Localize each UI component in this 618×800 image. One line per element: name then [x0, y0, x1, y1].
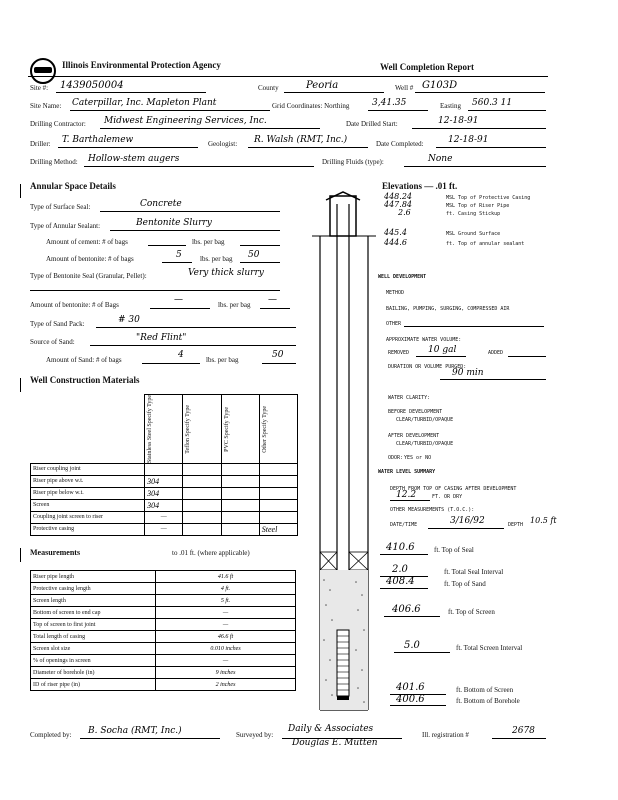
dev-method-label: METHOD [386, 290, 405, 296]
date-completed-label: Date Completed: [376, 140, 424, 148]
elev-label: MSL Top of Riser Pipe [446, 203, 510, 209]
row-label: Top of screen to first joint [31, 619, 156, 631]
bentonite2-lbs: — [268, 295, 277, 305]
elev-value: 447.84 [384, 200, 412, 209]
cell [183, 475, 221, 487]
date-drilled-label: Date Drilled Start: [346, 120, 398, 128]
cell: 304 [145, 487, 183, 499]
dev-approx-label: APPROXIMATE WATER VOLUME: [386, 337, 462, 343]
diagram-label: ft. Bottom of Screen [456, 686, 514, 694]
row-label: Screen length [31, 595, 156, 607]
date-completed: 12-18-91 [448, 135, 489, 145]
row-value: — [156, 607, 296, 619]
annular-title: Annular Space Details [30, 181, 116, 191]
table-row [31, 607, 296, 619]
elev-value: 445.4 [384, 228, 407, 237]
site-no: 1439050004 [60, 80, 124, 91]
row-label: % of openings in screen [31, 655, 156, 667]
dev-clarity-label: WATER CLARITY: [388, 395, 431, 401]
dev-removed-label: REMOVED [388, 350, 410, 356]
row-value: 41.6 ft [156, 571, 296, 583]
row-label: Riser coupling joint [31, 463, 145, 475]
table-row [31, 475, 298, 487]
elev-label: MSL Ground Surface [446, 231, 501, 237]
wl-depth-unit: FT. OR DRY [432, 494, 463, 500]
county: Peoria [306, 80, 339, 91]
row-value: 0.010 inches [156, 643, 296, 655]
annular-sealant: Bentonite Slurry [136, 218, 212, 228]
row-value: 5 ft. [156, 595, 296, 607]
measurements-note: to .01 ft. (where applicable) [172, 549, 250, 557]
dev-duration: 90 min [452, 368, 484, 378]
row-value: 46.6 ft [156, 631, 296, 643]
cell: — [145, 511, 183, 523]
method-label: Drilling Method: [30, 158, 78, 166]
well-diagram [312, 190, 376, 720]
col-stainless: Stainless Steel Specify Type [147, 395, 154, 463]
table-row [31, 631, 296, 643]
elev-value: 448.24 [384, 192, 412, 201]
elev-label: MSL Top of Protective Casing [446, 195, 531, 201]
sand-source-label: Source of Sand: [30, 338, 75, 346]
elevations-title: Elevations — .01 ft. [382, 181, 458, 191]
cell: Steel [259, 523, 297, 535]
contractor-label: Drilling Contractor: [30, 120, 86, 128]
wl-other-label: OTHER MEASUREMENTS (T.O.C.): [390, 507, 475, 513]
bentonite-label: Amount of bentonite: # of bags [46, 255, 134, 263]
construction-title: Well Construction Materials [30, 375, 140, 385]
row-label: Riser pipe above w.t. [31, 475, 145, 487]
wl-depth-label: DEPTH FROM TOP OF CASING AFTER DEVELOPMENT [390, 486, 517, 492]
bentonite-bags: 5 [176, 250, 182, 260]
row-label: Diameter of borehole (in) [31, 667, 156, 679]
bentonite-seal-label: Type of Bentonite Seal (Granular, Pellet): [30, 272, 147, 280]
cell [183, 487, 221, 499]
col-pvc: PVC Specify Type [223, 406, 230, 452]
driller: T. Barthalemew [62, 135, 134, 145]
dev-after-label: AFTER DEVELOPMENT [388, 433, 440, 439]
row-label: ID of riser pipe (in) [31, 679, 156, 691]
row-label: Riser pipe length [31, 571, 156, 583]
measurements-table [30, 570, 296, 691]
bentonite-seal: Very thick slurry [188, 268, 264, 278]
diagram-label: ft. Total Screen Interval [456, 644, 523, 652]
sand-amount-label: Amount of Sand: # of bags [46, 356, 122, 364]
cell [259, 475, 297, 487]
table-row [31, 499, 298, 511]
surveyed-by: Daily & Associates [288, 724, 374, 734]
dev-after-options: CLEAR/TURBID/OPAQUE [396, 441, 454, 447]
row-value: — [156, 655, 296, 667]
well-no: G103D [422, 80, 458, 91]
county-label: County [258, 84, 279, 92]
dev-before-label: BEFORE DEVELOPMENT [388, 409, 443, 415]
diagram-label: ft. Bottom of Borehole [456, 697, 520, 705]
cell [259, 511, 297, 523]
bentonite2-lbs-label: lbs. per bag [218, 301, 251, 309]
surface-seal-label: Type of Surface Seal: [30, 203, 91, 211]
row-value: 4 ft. [156, 583, 296, 595]
cell: 304 [145, 475, 183, 487]
wl-depth: 12.2 [396, 490, 417, 500]
dev-odor-label: ODOR: [388, 455, 404, 461]
sand-lbs-label: lbs. per bag [206, 356, 239, 364]
cell [259, 463, 297, 475]
row-label: Screen [31, 499, 145, 511]
geologist: R. Walsh (RMT, Inc.) [254, 135, 348, 145]
method: Hollow-stem augers [88, 154, 180, 164]
wl-datetime: 3/16/92 [450, 516, 485, 526]
site-name-label: Site Name: [30, 102, 62, 110]
sand-bags: 4 [178, 350, 184, 360]
fluids-label: Drilling Fluids (type): [322, 158, 384, 166]
row-value: 2 inches [156, 679, 296, 691]
diagram-label: ft. Top of Screen [448, 608, 495, 616]
row-label: Bottom of screen to end cap [31, 607, 156, 619]
completed-by: B. Socha (RMT, Inc.) [88, 726, 182, 736]
table-row [31, 487, 298, 499]
agency-name: Illinois Environmental Protection Agency [62, 60, 221, 70]
development-title: WELL DEVELOPMENT [378, 274, 427, 280]
report-title: Well Completion Report [380, 62, 474, 72]
cell [183, 511, 221, 523]
table-row [31, 619, 296, 631]
dev-removed: 10 gal [428, 345, 457, 355]
completed-label: Completed by: [30, 731, 72, 739]
diagram-value: 406.6 [392, 604, 421, 615]
wl-label: WATER LEVEL SUMMARY [378, 469, 436, 475]
diagram-label: ft. Total Seal Interval [444, 568, 504, 576]
site-name: Caterpillar, Inc. Mapleton Plant [72, 98, 217, 108]
table-row [31, 655, 296, 667]
table-row [31, 463, 298, 475]
table-row [31, 595, 296, 607]
surface-seal: Concrete [140, 199, 182, 209]
cell [145, 463, 183, 475]
cell: — [145, 523, 183, 535]
wl-depth2-label: DEPTH [508, 522, 524, 528]
row-label: Protective casing [31, 523, 145, 535]
cell [183, 523, 221, 535]
bentonite2-label: Amount of bentonite: # of Bags [30, 301, 119, 309]
well-no-label: Well # [395, 84, 414, 92]
row-label: Riser pipe below w.t. [31, 487, 145, 499]
measurements-title: Measurements [30, 548, 81, 557]
col-other: Other Specify Type [261, 405, 268, 453]
cell [221, 499, 259, 511]
dev-odor: YES or NO [404, 455, 432, 461]
diagram-value: 410.6 [386, 542, 415, 553]
elev-label: ft. Casing Stickup [446, 211, 501, 217]
table-row [31, 667, 296, 679]
diagram-value: 2.0 [392, 564, 408, 575]
site-no-label: Site #: [30, 84, 49, 92]
cell [221, 463, 259, 475]
dev-duration-label: DURATION OR VOLUME PURGED: [388, 364, 467, 370]
elev-label: ft. Top of annular sealant [446, 241, 525, 247]
diagram-value: 5.0 [404, 640, 420, 651]
cell [259, 499, 297, 511]
sand-source: "Red Flint" [136, 333, 187, 343]
driller-label: Driller: [30, 140, 51, 148]
table-row [31, 511, 298, 523]
geologist-label: Geologist: [208, 140, 238, 148]
easting: 560.3 11 [472, 98, 513, 108]
reg-label: Ill. registration # [422, 731, 469, 739]
diagram-value: 400.6 [396, 694, 425, 705]
northing: 3,41.35 [372, 98, 407, 108]
surveyed-label: Surveyed by: [236, 731, 274, 739]
surveyor-name: Douglas E. Mutten [292, 738, 378, 748]
cell [221, 511, 259, 523]
cell [221, 487, 259, 499]
dev-added-label: ADDED [488, 350, 504, 356]
cell: 304 [145, 499, 183, 511]
row-label: Coupling joint screen to riser [31, 511, 145, 523]
elev-value: 2.6 [398, 208, 411, 217]
dev-before-options: CLEAR/TURBID/OPAQUE [396, 417, 454, 423]
wl-depth2: 10.5 ft [530, 516, 557, 525]
cell [183, 463, 221, 475]
table-row [31, 583, 296, 595]
cement-label: Amount of cement: # of bags [46, 238, 128, 246]
easting-label: Easting [440, 102, 461, 110]
elev-value: 444.6 [384, 238, 407, 247]
table-row [31, 571, 296, 583]
cell [183, 499, 221, 511]
diagram-label: ft. Top of Seal [434, 546, 474, 554]
row-label: Total length of casing [31, 631, 156, 643]
diagram-value: 401.6 [396, 682, 425, 693]
table-row [31, 679, 296, 691]
dev-methods: BAILING, PUMPING, SURGING, COMPRESSED AIR [386, 306, 510, 312]
grid-label: Grid Coordinates: Northing [272, 102, 350, 110]
cell [221, 523, 259, 535]
cell [221, 475, 259, 487]
iepa-logo [30, 58, 56, 84]
wl-datetime-label: DATE/TIME [390, 522, 418, 528]
table-row [31, 523, 298, 535]
fluids: None [428, 154, 453, 164]
contractor: Midwest Engineering Services, Inc. [104, 116, 267, 126]
sand-lbs: 50 [272, 350, 284, 360]
table-row [31, 643, 296, 655]
col-teflon: Teflon Specify Type [185, 404, 192, 454]
sand-pack-label: Type of Sand Pack: [30, 320, 85, 328]
dev-other-label: OTHER [386, 321, 402, 327]
construction-table [30, 394, 298, 536]
row-value: — [156, 619, 296, 631]
cement-lbs-label: lbs. per bag [192, 238, 225, 246]
bentonite-lbs: 50 [248, 250, 260, 260]
diagram-label: ft. Top of Sand [444, 580, 486, 588]
row-label: Screen slot size [31, 643, 156, 655]
reg-number: 2678 [512, 726, 535, 736]
bentonite-lbs-label: lbs. per bag [200, 255, 233, 263]
row-value: 9 inches [156, 667, 296, 679]
date-drilled: 12-18-91 [438, 116, 479, 126]
cell [259, 487, 297, 499]
annular-sealant-label: Type of Annular Sealant: [30, 222, 101, 230]
diagram-value: 408.4 [386, 576, 415, 587]
sand-pack: # 30 [118, 315, 140, 325]
row-label: Protective casing length [31, 583, 156, 595]
bentonite2-bags: — [174, 295, 183, 305]
